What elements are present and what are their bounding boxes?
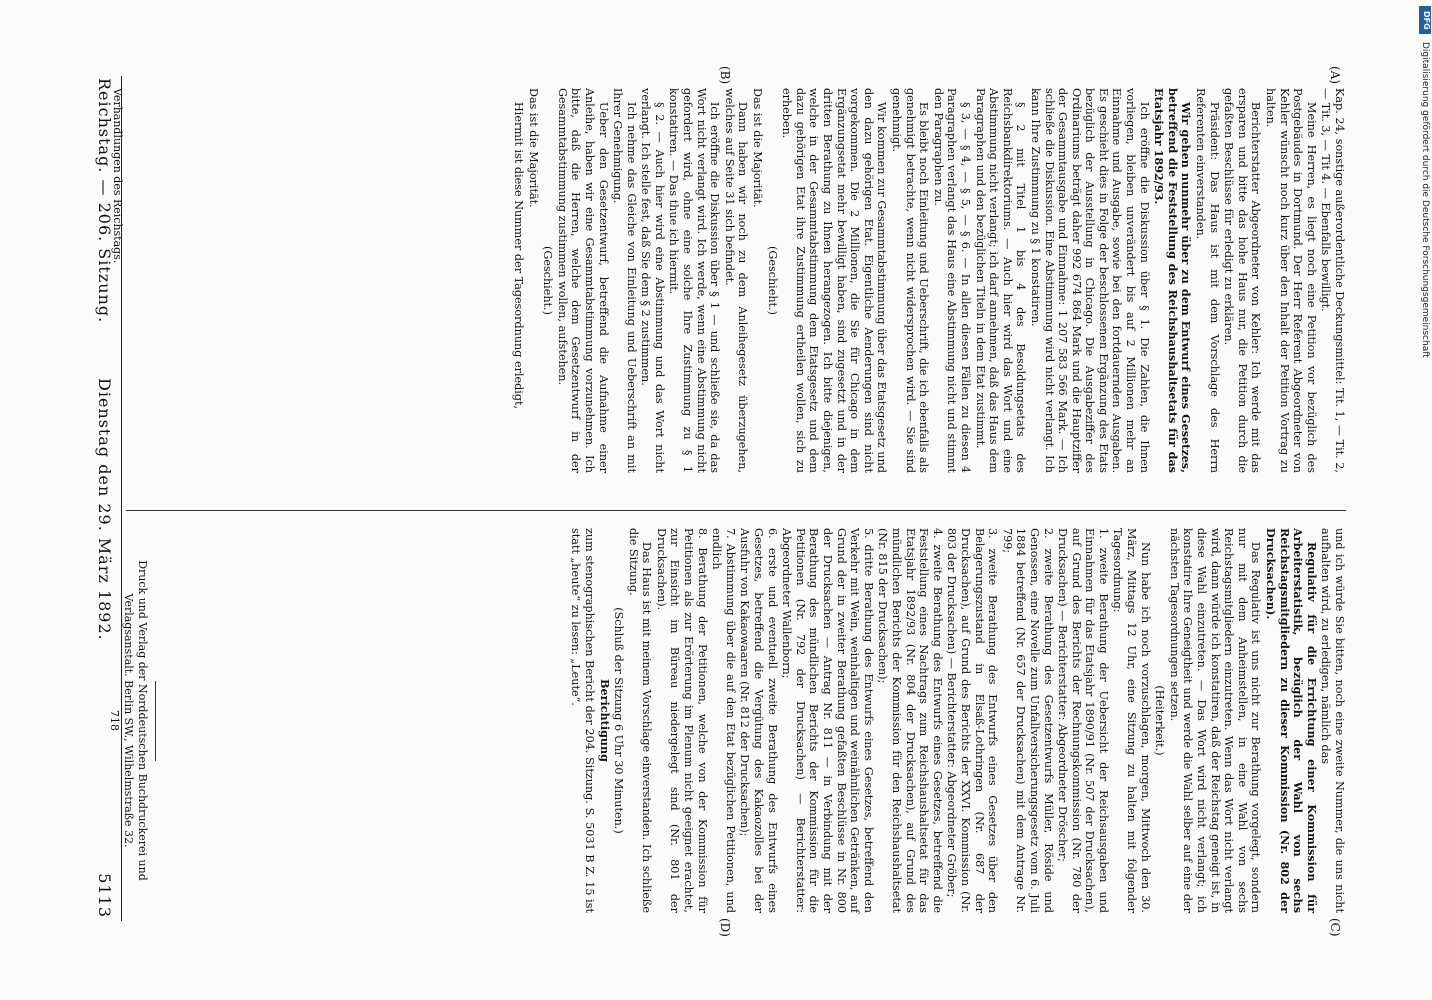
right-column — [126, 528, 1346, 913]
header-left: Reichstag. — 206. Sitzung. — [95, 78, 114, 324]
left-column-paragraph: Hiermit ist diese Nummer der Tagesordnung erledigt, — [511, 102, 525, 410]
left-column-paragraph: Meine Herren, es liegt noch eine Petition vor bezüglich des Postgebäudes in Dortmund. Der Herr Referent Abgeordneter von Kehler wünscht noch kurz über den Inhalt der Petition Vortrag zu halten. — [1264, 88, 1318, 473]
left-column-paragraph: Kap. 24, sonstige außerordentliche Deckungsmittel: Tit. 1, — Tit. 2, — Tit. 3, — Tit 4. — Ebenfalls bewilligt. — [1319, 88, 1346, 473]
left-column-paragraph: § 2. — Auch hier wird eine Abstimmung und das Wort nicht verlangt. Ich stelle fest, daß Sie dem § 2 zustimmen. — [639, 88, 666, 473]
right-column-paragraph: (Schluß der Sitzung 6 Uhr 30 Minuten.) — [612, 607, 626, 834]
footer-printer-block — [107, 528, 162, 913]
left-column-paragraph: Ueber den Gesetzentwurf, betreffend die Aufnahme einer Anleihe, haben wir eine Gesammtabstimmung vorzunehmen. Ich bitte, daß die Herren, welche dem Gesetzentwurf in der Gesammtabstimmung zustimmen wollen, aufstehen. — [555, 88, 610, 473]
left-column-paragraph: Berichterstatter Abgeordneter von Kehler: Ich werde mit das ersparen und bitte das hohe Haus nur, die Petition durch die gefaßten Beschlüsse für erledigt zu erklären. — [1222, 88, 1263, 473]
right-column-paragraph: 1. zweite Berathung der Uebersicht der Reichsausgaben und Einnahmen für das Etatsjahr 1890/91 (Nr. 507 der Drucksachen), auf Grund des Berichts der Rechnungskommission (Nr. 780 der Drucksachen) — Berichterstatter: Abgeordneter Dröscher; — [1056, 528, 1110, 913]
right-column-paragraph: Regulativ für die Errichtung einer Kommission für Arbeiterstatistik, bezüglich der Wahl von sechs Reichstagsmitgliedern zu dieser Kommission (Nr. 802 der Drucksachen). — [1264, 528, 1319, 913]
left-column-paragraph: Präsident: Das Haus ist mit dem Vorschlage des Herrn Referenten einverstanden. — [1194, 88, 1221, 473]
left-column-paragraph: Ich nehme das Gleiche von Einleitung und Ueberschrift an mit Ihrer Genehmigung. — [611, 88, 638, 473]
column-divider — [126, 510, 1346, 511]
left-column-paragraph: Es bleibt noch Einleitung und Ueberschrift, die ich ebenfalls als genehmigt betrachte, wenn nicht widersprochen wird. — Sie sind genehmigt. — [890, 88, 931, 473]
dfg-logo: DFG — [1419, 6, 1431, 34]
right-column-paragraph: 4. zweite Berathung des Entwurfs eines Gesetzes, betreffend die Feststellung eines Nachtrags zum Reichshaushaltsetat für das Etatsjahr 1892/93 (Nr. 804 der Drucksachen), auf Grund des mündlichen Berichts der Kommission für den Reichshaushaltsetat (Nr. 815 der Drucksachen); — [876, 528, 944, 913]
dfg-credit-text: Digitalisierung gefördert durch die Deutsche Forschungsgemeinschaft — [1420, 42, 1430, 358]
right-column-paragraph: 3. zweite Berathung des Entwurfs eines Gesetzes über den Belagerungszustand in Elsaß-Lothringen (Nr. 687 der Drucksachen), auf Grund des Berichts der XXVI. Kommission (Nr. 803 der Drucksachen) — Berichterstatter: Abgeordneter Gröber; — [945, 528, 1000, 913]
right-column-paragraph: (Heiterkeit.) — [1153, 685, 1167, 756]
right-column-paragraph: Nun habe ich noch vorzuschlagen, morgen, Mittwoch den 30. März, Mittags 12 Uhr, eine Sitzung zu halten mit folgender Tagesordnung: — [1111, 528, 1152, 913]
right-column-paragraph: 8. Berathung der Petitionen, welche von der Kommission für Petitionen als zur Erörterung im Plenum nicht geeignet erachtet, zur Einsicht im Büreau niedergelegt sind (Nr. 801 der Drucksachen). — [654, 528, 709, 913]
left-column-paragraph: § 3, — § 4, — § 5, — § 6. — In allen diesen Fällen zu diesen 4 Paragraphen verlangt das Haus eine Abstimmung nicht und stimmt den Paragraphen zu. — [931, 88, 972, 473]
printer-imprint: Druck und Verlag der Norddeutschen Buchdruckerei und Verlagsanstalt. Berlin SW., Wilhelmstraße 32. — [122, 560, 149, 881]
right-column-paragraph: 5. dritte Berathung des Entwurfs eines Gesetzes, betreffend den Verkehr mit Wein, weinhaltigen und weinähnlichen Getränken, auf Grund der in zweiter Berathung gefaßten Beschlüsse in Nr. 800 der Drucksachen — Antrag Nr. 811 — in Verbindung mit der Berathung des mündlichen Berichts der Kommission für die Petitionen (Nr. 792 der Drucksachen) — Berichterstatter: Abgeordneter Wallenborn; — [780, 528, 875, 913]
sheet-number: 718 — [108, 710, 121, 731]
left-column-paragraph: Dann haben wir noch zu dem Anleihegesetz überzugehen, welches auf Seite 31 sich befindet. — [722, 88, 750, 473]
right-column-paragraph: 7. Abstimmung über die auf den Etat bezüglichen Petitionen, und endlich — [710, 528, 737, 913]
right-column-paragraph: zum stenographischen Bericht der 204. Sitzung. S. 5031 B Z. 15 ist statt „heute“ zu lesen: „Leute“. — [569, 528, 596, 913]
margin-marker-b: (B) — [718, 66, 732, 85]
right-column-paragraph: und ich würde Sie bitten, noch eine zweite Nummer, die uns nicht aufhalten wird, zu erledigen, nämlich das — [1319, 528, 1346, 913]
right-column-paragraph: Berichtigung — [597, 679, 612, 762]
right-column-paragraph: Das Regulativ ist uns nicht zur Berathung vorgelegt, sondern nur mit dem Anheimstellen, in eine Wahl von sechs Reichstagsmitgliedern einzutreten. Wenn das Wort nicht verlangt wird, dann würde ich konstatiren, daß der Reichstag geneigt ist, in diese Wahl einzutreten. — Das Wort wird nicht verlangt; ich konstatire Ihre Geneigtheit und werde die Wahl selber auf eine der nächsten Tagesordnungen setzen. — [1167, 528, 1263, 913]
footer-rule — [155, 681, 156, 761]
left-column-paragraph: Das ist die Majorität. — [526, 88, 540, 208]
left-column-paragraph: Wir kommen zur Gesammtabstimmung über das Etatsgesetz und den dazu gehörigen Etat. Eigentliche Aenderungen sind nicht vorgekommen. Die 2 Millionen, die Sie für Chicago in dem Ergänzungsetat mehr bewilligt haben, sind zugesetzt und in der dritten Berathung zu Ihnen herangezogen. Ich bitte diejenigen, welche in der Gesammtabstimmung dem Etatsgesetz und dem dazu gehörigen Etat ihre Zustimmung ertheilen wollen, sich zu erheben. — [780, 88, 889, 473]
margin-marker-a: (A) — [1328, 66, 1342, 85]
left-column-paragraph: (Geschieht.) — [541, 246, 555, 315]
left-column — [126, 88, 1346, 473]
dfg-watermark — [1419, 6, 1431, 986]
right-column-paragraph: Das Haus ist mit meinem Vorschlage einverstanden. Ich schließe die Sitzung. — [626, 528, 654, 913]
left-column-paragraph: Ich eröffne die Diskussion über § 1. Die Zahlen, die Ihnen vorliegen, bleiben unverändert bis auf 2 Millionen mehr an Einnahme und Ausgabe, sowie bei den fortdauernden Ausgaben. Es geschieht dies in Folge der beschlossenen Ergänzung des Etats bezüglich der Ausstellung in Chicago. Die Ausgabeziffer des Ordinariums beträgt daher 992 674 864 Mark und die Hauptziffer der Gesammtausgabe und Einnahme: 1 207 583 566 Mark. — Ich schließe die Diskussion. Eine Abstimmung wird nicht verlangt. Ich kann Ihre Zustimmung zu § 1 konstatiren. — [1028, 88, 1151, 473]
left-column-paragraph: § 2 mit Titel 1 bis 4 des Besoldungsetats des Reichsbankdirektoriums. — Auch hier wird das Wort und eine Abstimmung nicht verlangt; ich darf annehmen, daß das Haus dem Paragraphen und den bezüglichen Titeln in dem Etat zustimmt. — [973, 88, 1028, 473]
left-column-paragraph: Wir gehen nunmehr über zu dem Entwurf eines Gesetzes, betreffend die Feststellung des Reichshaushaltsetats für das Etatsjahr 1892/93. — [1152, 88, 1194, 473]
left-column-paragraph: (Geschieht.) — [765, 246, 779, 315]
right-column-paragraph: 6. erste und eventuell zweite Berathung des Entwurfs eines Gesetzes, betreffend die Vergütung des Kakaozolles bei der Ausfuhr von Kakaowaaren (Nr. 812 der Drucksachen); — [738, 528, 779, 913]
left-column-paragraph: Das ist die Majorität. — [751, 88, 765, 208]
footer-source: Verhandlungen des Reichstags. — [111, 88, 124, 264]
right-column-paragraph: 2. zweite Berathung des Gesetzentwurfs Müller, Röside und Genossen, eine Novelle zum Unfallversicherungsgesetz vom 6. Juli 1884 betreffend (Nr. 657 der Drucksachen) mit dem Antrage Nr. 799; — [1000, 528, 1055, 913]
left-column-paragraph: Ich eröffne die Diskussion über § 1 — und schließe sie, da das Wort nicht verlangt wird. Ich werde, wenn eine Abstimmung nicht gefordert wird, ohne eine solche Ihre Zustimmung zu § 1 konstatiren. — Das thue ich hiermit. — [667, 88, 722, 473]
margin-marker-c: (C) — [1328, 918, 1342, 937]
margin-marker-d: (D) — [718, 918, 732, 937]
header-date: Dienstag den 29. März 1892. — [95, 378, 114, 641]
page-number: 5113 — [95, 873, 114, 918]
